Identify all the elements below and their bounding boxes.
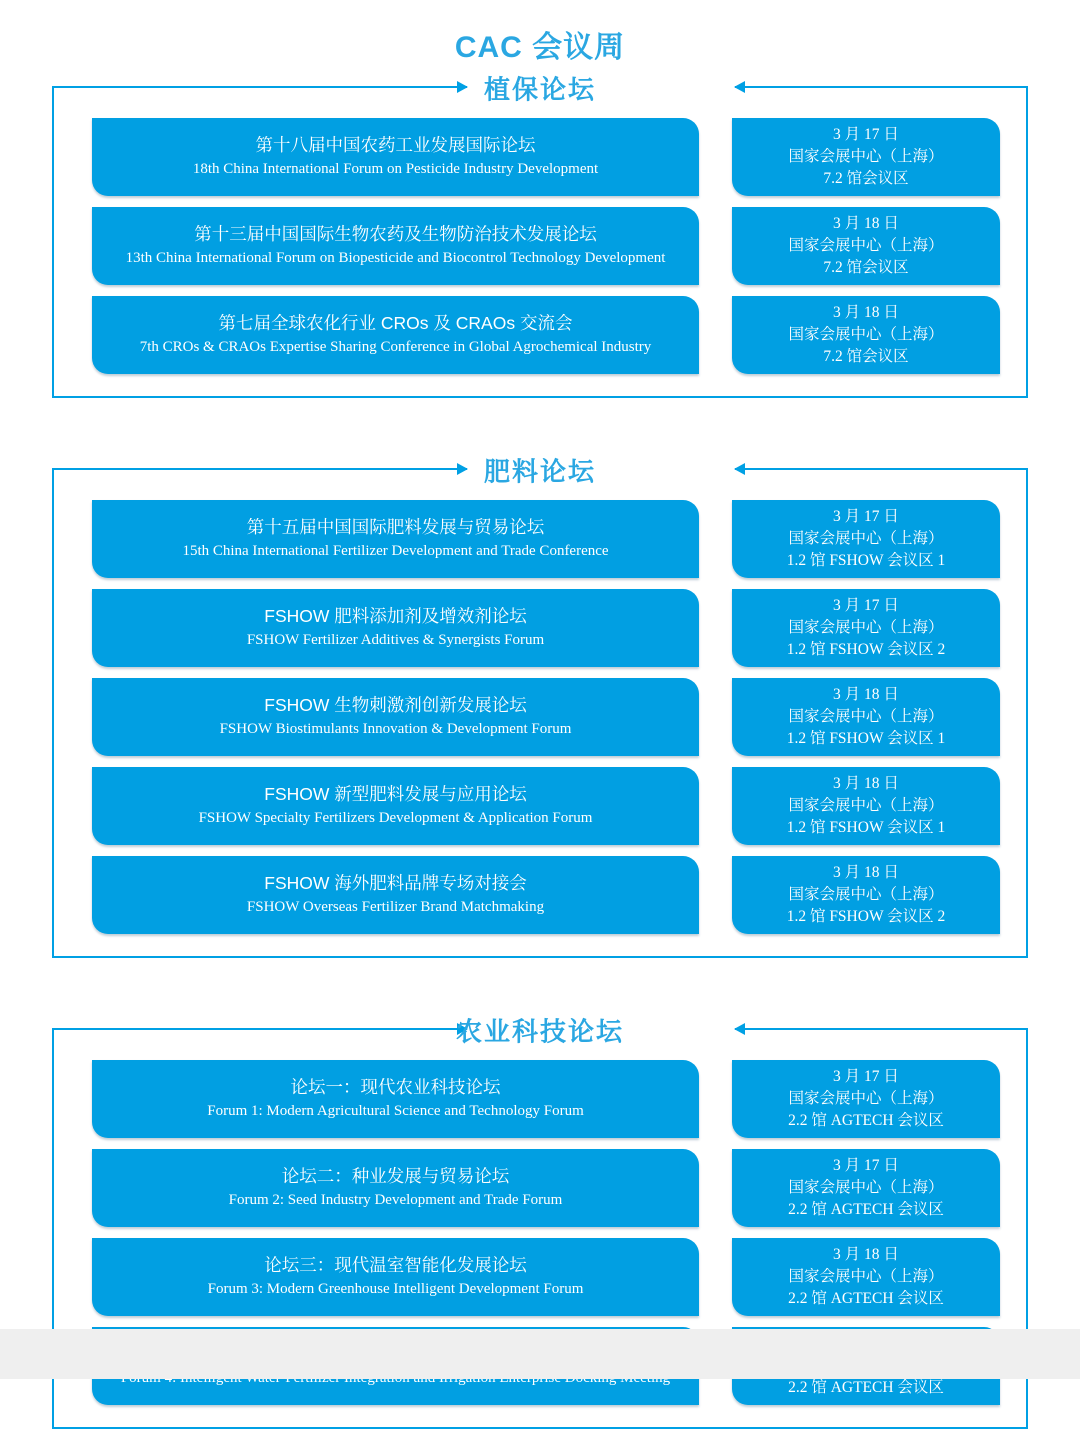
venue-name: 国家会展中心（上海） — [788, 886, 944, 903]
venue-name: 国家会展中心（上海） — [788, 619, 944, 636]
arrow-right-icon — [457, 463, 468, 475]
section-title: 农业科技论坛 — [455, 1016, 625, 1047]
venue-box — [732, 1238, 1000, 1316]
event-title-en: 7th CROs & CRAOs Expertise Sharing Conference in Global Agrochemical Industry — [139, 339, 652, 356]
venue-date: 3 月 18 日 — [833, 864, 899, 881]
event-title-en: FSHOW Biostimulants Innovation & Development Forum — [219, 721, 572, 738]
venue-name: 国家会展中心（上海） — [788, 326, 944, 343]
venue-date: 3 月 18 日 — [833, 775, 899, 792]
venue-hall: 1.2 馆 FSHOW 会议区 1 — [786, 552, 946, 569]
schedule-row — [92, 296, 1000, 374]
venue-box — [732, 767, 1000, 845]
venue-date: 3 月 18 日 — [833, 215, 899, 232]
event-title-cn: FSHOW 生物刺激剂创新发展论坛 — [264, 695, 527, 716]
venue-box — [732, 500, 1000, 578]
venue-date: 3 月 17 日 — [833, 1068, 899, 1085]
venue-hall: 7.2 馆会议区 — [823, 170, 909, 187]
event-title-en: Forum 1: Modern Agricultural Science and Technology Forum — [207, 1103, 584, 1120]
arrow-left-icon — [734, 1023, 745, 1035]
event-box — [92, 1238, 699, 1316]
sections-container — [0, 74, 1080, 1429]
section-rows — [92, 118, 1000, 374]
event-title-cn: 论坛二：种业发展与贸易论坛 — [281, 1166, 510, 1187]
event-title-cn: FSHOW 新型肥料发展与应用论坛 — [264, 784, 527, 805]
venue-box — [732, 1060, 1000, 1138]
event-title-cn: 第十五届中国国际肥料发展与贸易论坛 — [246, 517, 545, 538]
arrow-line-right — [735, 86, 1028, 88]
schedule-row — [92, 589, 1000, 667]
schedule-row — [92, 118, 1000, 196]
venue-hall: 2.2 馆 AGTECH 会议区 — [788, 1112, 944, 1129]
event-title-en: 13th China International Forum on Biopesticide and Biocontrol Technology Development — [125, 250, 666, 267]
schedule-row — [92, 1238, 1000, 1316]
event-box — [92, 1149, 699, 1227]
arrow-left-icon — [734, 81, 745, 93]
venue-box — [732, 1149, 1000, 1227]
venue-name: 国家会展中心（上海） — [788, 1268, 944, 1285]
venue-box — [732, 296, 1000, 374]
venue-name: 国家会展中心（上海） — [788, 1090, 944, 1107]
event-title-cn: 第十三届中国国际生物农药及生物防治技术发展论坛 — [194, 224, 597, 245]
arrow-line-right — [735, 1028, 1028, 1030]
event-title-en: FSHOW Overseas Fertilizer Brand Matchmaking — [246, 899, 545, 916]
venue-date: 3 月 17 日 — [833, 508, 899, 525]
schedule-row — [92, 207, 1000, 285]
event-box — [92, 589, 699, 667]
venue-box — [732, 118, 1000, 196]
venue-name: 国家会展中心（上海） — [788, 530, 944, 547]
section-title: 肥料论坛 — [483, 456, 597, 487]
event-title-en: FSHOW Specialty Fertilizers Development & Application Forum — [198, 810, 593, 827]
venue-hall: 2.2 馆 AGTECH 会议区 — [788, 1290, 944, 1307]
forum-section — [52, 456, 1028, 958]
venue-hall: 1.2 馆 FSHOW 会议区 1 — [786, 730, 946, 747]
event-title-cn: FSHOW 海外肥料品牌专场对接会 — [264, 873, 527, 894]
venue-name: 国家会展中心（上海） — [788, 148, 944, 165]
event-box — [92, 207, 699, 285]
event-title-cn: 论坛一：现代农业科技论坛 — [290, 1077, 501, 1098]
section-title: 植保论坛 — [483, 74, 597, 105]
event-box — [92, 1060, 699, 1138]
venue-date: 3 月 17 日 — [833, 126, 899, 143]
event-title-en: 15th China International Fertilizer Development and Trade Conference — [182, 543, 609, 560]
venue-hall: 1.2 馆 FSHOW 会议区 1 — [786, 819, 946, 836]
event-title-en: Forum 2: Seed Industry Development and Trade Forum — [228, 1192, 563, 1209]
event-box — [92, 678, 699, 756]
arrow-left-icon — [734, 463, 745, 475]
arrow-line-right — [735, 468, 1028, 470]
venue-box — [732, 678, 1000, 756]
arrow-line-left — [52, 468, 467, 470]
forum-section — [52, 74, 1028, 398]
schedule-row — [92, 500, 1000, 578]
event-title-cn: 第七届全球农化行业 CROs 及 CRAOs 交流会 — [218, 313, 573, 334]
event-box — [92, 118, 699, 196]
venue-date: 3 月 18 日 — [833, 686, 899, 703]
schedule-row — [92, 1060, 1000, 1138]
venue-name: 国家会展中心（上海） — [788, 237, 944, 254]
event-title-cn: FSHOW 肥料添加剂及增效剂论坛 — [264, 606, 527, 627]
schedule-row — [92, 1149, 1000, 1227]
event-title-cn: 论坛三：现代温室智能化发展论坛 — [264, 1255, 527, 1276]
venue-name: 国家会展中心（上海） — [788, 797, 944, 814]
venue-date: 3 月 18 日 — [833, 1246, 899, 1263]
event-title-en: Forum 3: Modern Greenhouse Intelligent Development Forum — [207, 1281, 584, 1298]
venue-box — [732, 856, 1000, 934]
event-box — [92, 500, 699, 578]
schedule-row — [92, 856, 1000, 934]
venue-hall: 2.2 馆 AGTECH 会议区 — [788, 1379, 944, 1396]
arrow-line-left — [52, 1028, 467, 1030]
venue-name: 国家会展中心（上海） — [788, 708, 944, 725]
venue-name: 国家会展中心（上海） — [788, 1179, 944, 1196]
venue-hall: 1.2 馆 FSHOW 会议区 2 — [786, 908, 946, 925]
event-box — [92, 767, 699, 845]
section-rows — [92, 500, 1000, 934]
venue-hall: 7.2 馆会议区 — [823, 259, 909, 276]
event-box — [92, 296, 699, 374]
event-title-en: 18th China International Forum on Pesticide Industry Development — [192, 161, 599, 178]
venue-box — [732, 589, 1000, 667]
venue-date: 3 月 17 日 — [833, 597, 899, 614]
venue-hall: 1.2 馆 FSHOW 会议区 2 — [786, 641, 946, 658]
arrow-line-left — [52, 86, 467, 88]
venue-hall: 7.2 馆会议区 — [823, 348, 909, 365]
event-title-en: FSHOW Fertilizer Additives & Synergists Forum — [246, 632, 545, 649]
schedule-row — [92, 678, 1000, 756]
page-title: CAC 会议周 — [454, 31, 626, 64]
arrow-right-icon — [457, 81, 468, 93]
event-title-cn: 第十八届中国农药工业发展国际论坛 — [255, 135, 536, 156]
schedule-row — [92, 767, 1000, 845]
footer-strip — [0, 1329, 1080, 1379]
venue-box — [732, 207, 1000, 285]
venue-hall: 2.2 馆 AGTECH 会议区 — [788, 1201, 944, 1218]
venue-date: 3 月 17 日 — [833, 1157, 899, 1174]
venue-date: 3 月 18 日 — [833, 304, 899, 321]
event-box — [92, 856, 699, 934]
